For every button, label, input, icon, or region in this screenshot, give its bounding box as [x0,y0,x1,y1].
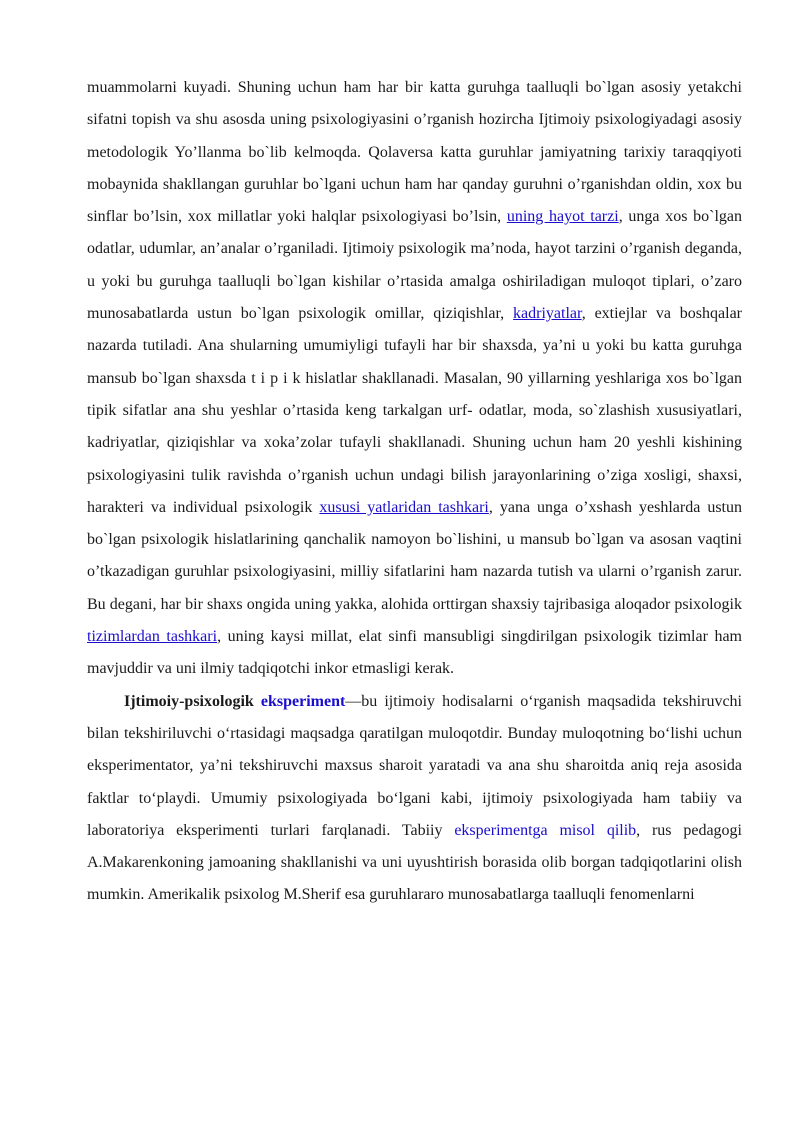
paragraph-2 [87,686,742,912]
text-run: , uning kaysi millat, elat sinfi mansubligi singdirilgan psixologik tizimlar ham mavjuddir va uni ilmiy tadqiqotchi inkor etmasligi kerak. [87,628,743,678]
link-tizimlardan-tashkari[interactable]: tizimlardan tashkari [87,628,218,646]
text-run: , unga xos bo`lgan odatlar, udumlar, an’analar o’rganiladi. Ijtimoiy psixologik ma’noda, hayot tarzini o’rganish deganda, u yoki bu guruhga taalluqli bo`lgan kishilar o’rtasida amalga oshiriladigan muloqot tiplari, o’zaro munosabatlarda ustun bo`lgan psixologik omillar, qiziqishlar, [87,208,743,323]
term-eksperiment[interactable]: eksperiment [260,692,346,710]
text-run: , yana unga o’xshash yeshlarda ustun bo`lgan psixologik hislatlarining qanchalik namoyon bo`lishini, u mansub bo`lgan va asosan vaqtini o’tkazadigan guruhlar psixologiyasini, milliy sifatlarini ham nazarda tutish va ularni o’rganish zarur. Bu degani, har bir shaxs ongida uning yakka, alohida orttirgan shaxsiy tajribasiga aloqador psixologik [87,498,742,613]
link-xususiyatlaridan-tashkari[interactable]: xususi yatlaridan tashkari [319,498,489,516]
paragraph-1 [87,72,742,686]
link-kadriyatlar[interactable]: kadriyatlar [513,305,582,323]
term-heading: Ijtimoiy-psixologik [124,692,261,710]
text-run: , rus pedagogi A.Makarenkoning jamoaning shakllanishi va uni uyushtirish borasida olib borgan tadqiqotlarini olish mumkin. Amerikalik psixolog M.Sherif esa guruhlararo munosabatlarga taalluqli fenomenlarni [87,821,742,904]
text-run: muammolarni kuyadi. Shuning uchun ham har bir katta guruhga taalluqli bo`lgan asosiy yetakchi sifatni topish va shu asosda uning psixologiyasini o’rganish hozircha Ijtimoiy psixologiyadagi asosiy metodologik Yo’llanma bo`lib kelmoqda. Qolaversa katta guruhlar jamiyatning tarixiy taraqqiyoti mobaynida shakllangan guruhlar bo`lgani uchun ham har qanday guruhni o’rganishdan oldin, xox bu sinflar bo’lsin, xox millatlar yoki halqlar psixologiyasi bo’lsin, [87,79,742,226]
link-uning-hayot-tarzi[interactable]: uning hayot tarzi [506,208,619,226]
text-run: , extiejlar va boshqalar nazarda tutiladi. Ana shularning umumiyligi tufayli har bir shaxsda, ya’ni u yoki bu katta guruhga mansub bo`lgan shaxsda t i p i k hislatlar shakllanadi. Masalan, 90 yillarning yeshlariga xos bo`lgan tipik sifatlar ana shu yeshlar o’rtasida keng tarkalgan urf- odatlar, moda, so`zlashish xususiyatlari, kadriyatlar, qiziqishlar va xoka’zolar tufayli shakllanadi. Shuning uchun ham 20 yeshli kishining psixologiyasini tulik ravishda o’rganish uchun undagi bilish jarayonlarining o’ziga xosligi, shaxsi, harakteri va individual psixologik [87,305,743,516]
link-eksperimentga-misol-qilib[interactable]: eksperimentga misol qilib [454,821,637,839]
body-text [87,72,742,912]
text-run: —bu ijtimoiy hodisalarni o‘rganish maqsadida tekshiruvchi bilan tekshiriluvchi o‘rtasidagi maqsadga qaratilgan muloqotdir. Bunday muloqotning bo‘lishi uchun eksperimentator, ya’ni tekshiruvchi maxsus sharoit yaratadi va ana shu sharoitda aniq reja asosida faktlar to‘playdi. Umumiy psixologiyada bo‘lgani kabi, ijtimoiy psixologiyada ham tabiiy va laboratoriya eksperimenti turlari farqlanadi. Tabiiy [87,692,743,839]
